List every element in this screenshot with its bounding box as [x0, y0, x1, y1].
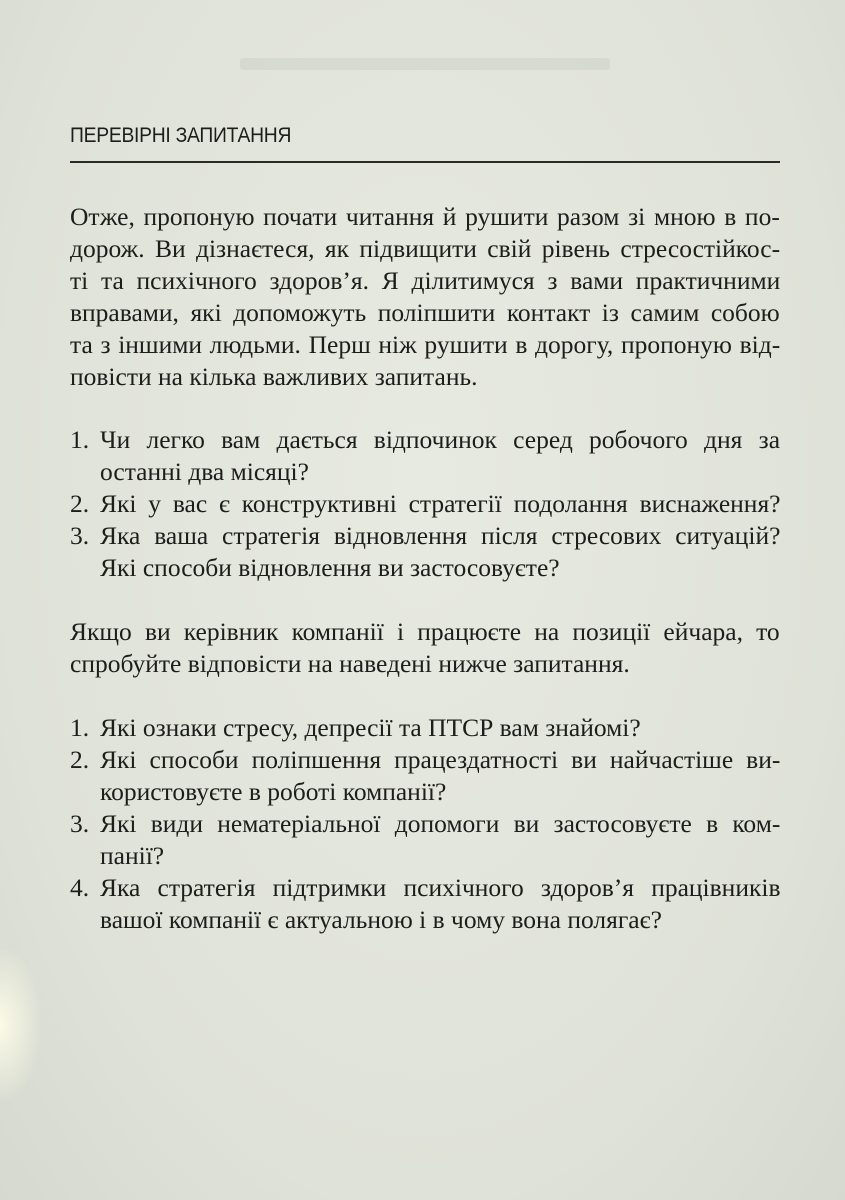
light-glare [0, 950, 40, 1100]
list-item-line: Які ознаки стресу, депресії та ПТСР вам знайомі? [100, 713, 641, 742]
list-item-line: користовуєте в роботі компанії? [100, 777, 447, 806]
bleed-through-running-header [240, 58, 610, 70]
list-item-number: 1. [70, 425, 90, 454]
list-item-number: 2. [70, 745, 90, 774]
section-heading: ПЕРЕВІРНІ ЗАПИТАННЯ [70, 124, 292, 147]
list-item-line: Які види нематеріальної допомоги ви застосовуєте в ком- [100, 809, 781, 838]
list-item-number: 3. [70, 809, 90, 838]
heading-divider [70, 161, 780, 163]
hr-paragraph-line: спробуйте відповісти на наведені нижче запитання. [70, 649, 630, 678]
list-item-line: вашої компанії є актуальною і в чому вона полягає? [100, 905, 662, 934]
intro-line: та з іншими людьми. Перш ніж рушити в дорогу, пропоную від- [70, 330, 781, 359]
intro-line: вправами, які допоможуть поліпшити контакт із самим собою [70, 298, 780, 327]
list-item-line: Які у вас є конструктивні стратегії подолання виснаження? [100, 489, 781, 518]
list-item-number: 3. [70, 521, 90, 550]
hr-paragraph-line: Якщо ви керівник компанії і працюєте на позиції ейчара, то [70, 617, 780, 646]
list-item-line: Яка стратегія підтримки психічного здоров’я працівників [100, 873, 781, 902]
list-item-number: 2. [70, 489, 90, 518]
list-item-number: 4. [70, 873, 90, 902]
list-item-line: останні два місяці? [100, 457, 309, 486]
list-item-line: Які способи поліпшення працездатності ви найчастіше ви- [100, 745, 781, 774]
intro-line: дорож. Ви дізнаєтеся, як підвищити свій рівень стресостійкос- [70, 234, 781, 263]
intro-line: Отже, пропоную почати читання й рушити разом зі мною в по- [70, 202, 780, 231]
list-item-line: Яка ваша стратегія відновлення після стресових ситуацій? [100, 521, 781, 550]
list-item-line: Які способи відновлення ви застосовуєте? [100, 553, 560, 582]
list-item-line: Чи легко вам дається відпочинок серед робочого дня за [100, 425, 781, 454]
list-item-line: панії? [100, 841, 165, 870]
list-item-number: 1. [70, 713, 90, 742]
intro-line: ті та психічного здоров’я. Я ділитимуся з вами практичними [70, 266, 781, 295]
intro-line: повісти на кілька важливих запитань. [70, 362, 478, 391]
